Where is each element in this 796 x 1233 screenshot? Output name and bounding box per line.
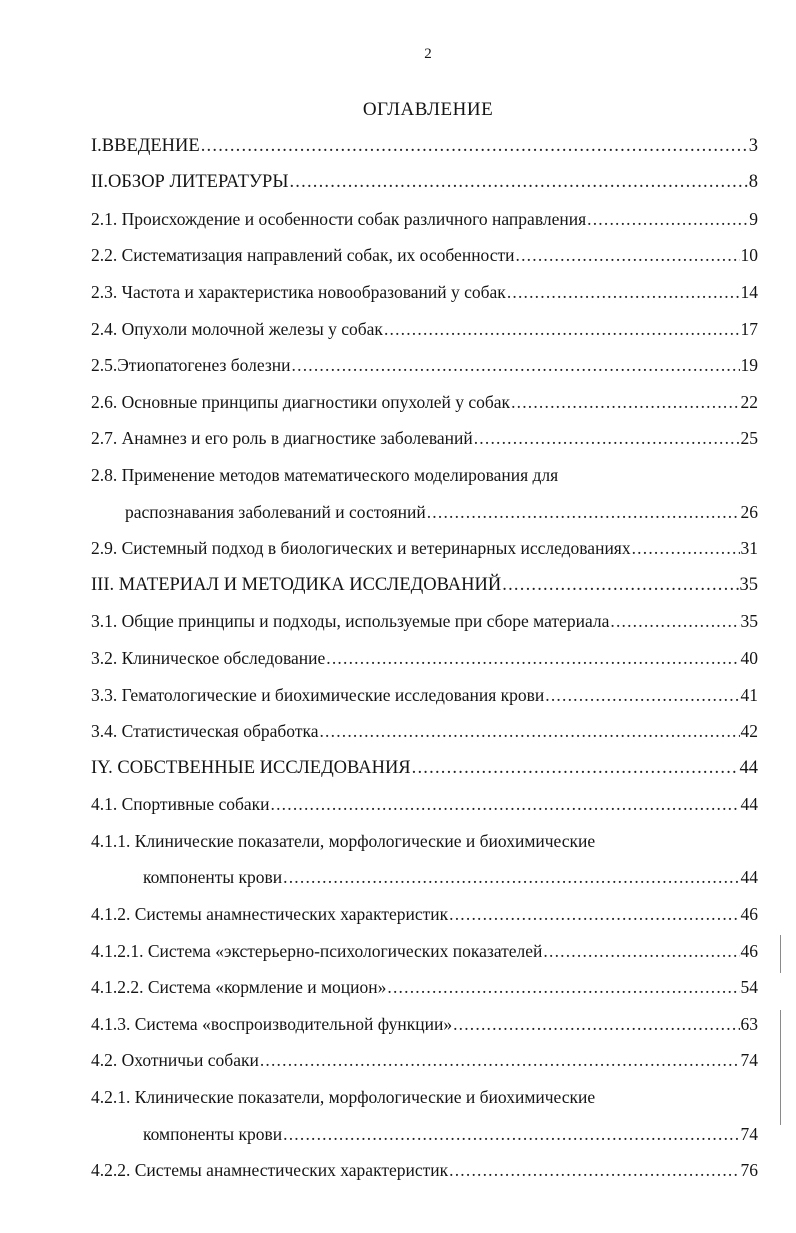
dot-leader (587, 208, 748, 230)
table-of-contents (91, 120, 758, 1181)
toc-entry-label: 4.2.2. Системы анамнестических характеристик (91, 1160, 449, 1181)
toc-entry-label: 4.2.1. Клинические показатели, морфологические и биохимические (91, 1087, 596, 1108)
toc-entry-3-4[interactable] (91, 706, 758, 743)
toc-entry-page: 44 (740, 867, 758, 888)
dot-leader (271, 793, 740, 815)
toc-entry-4-2-2[interactable] (91, 1145, 758, 1182)
toc-entry-2-9[interactable] (91, 523, 758, 560)
dot-leader (283, 866, 739, 888)
toc-entry-materials-methods[interactable] (91, 559, 758, 596)
toc-entry-4-2[interactable] (91, 1035, 758, 1072)
toc-entry-4-1-2-2[interactable] (91, 962, 758, 999)
toc-entry-4-1[interactable] (91, 779, 758, 816)
toc-entry-page: 54 (740, 977, 758, 998)
toc-entry-label: II.ОБЗОР ЛИТЕРАТУРЫ (91, 172, 289, 193)
dot-leader (201, 135, 748, 157)
dot-leader (319, 720, 739, 742)
dot-leader (412, 757, 739, 779)
toc-entry-label: I.ВВЕДЕНИЕ (91, 135, 200, 156)
toc-entry-page: 74 (740, 1123, 758, 1144)
toc-entry-page: 46 (740, 940, 758, 961)
toc-entry-label: 4.1.2.2. Система «кормление и моцион» (91, 977, 387, 998)
toc-entry-3-3[interactable] (91, 669, 758, 706)
toc-entry-2-4[interactable] (91, 303, 758, 340)
toc-entry-label: компоненты крови (143, 867, 283, 888)
toc-entry-label: 2.6. Основные принципы диагностики опухолей у собак (91, 391, 511, 412)
toc-entry-label: распознавания заболеваний и состояний (125, 501, 426, 522)
toc-entry-page: 10 (740, 245, 758, 266)
toc-entry-3-2[interactable] (91, 632, 758, 669)
toc-entry-label: 2.9. Системный подход в биологических и ветеринарных исследованиях (91, 538, 631, 559)
toc-title: ОГЛАВЛЕНИЕ (362, 99, 494, 120)
dot-leader (474, 427, 740, 449)
toc-entry-label: 3.2. Клиническое обследование (91, 647, 326, 668)
toc-entry-label: 3.1. Общие принципы и подходы, используемые при сборе материала (91, 611, 610, 632)
toc-entry-2-3[interactable] (91, 266, 758, 303)
toc-entry-page: 40 (740, 647, 758, 668)
dot-leader (610, 610, 739, 632)
toc-entry-4-1-3[interactable] (91, 998, 758, 1035)
toc-entry-label: 3.4. Статистическая обработка (91, 721, 319, 742)
toc-entry-2-5[interactable] (91, 340, 758, 377)
toc-entry-label: 2.5.Этиопатогенез болезни (91, 355, 291, 376)
toc-entry-2-8-continued[interactable] (91, 486, 758, 523)
toc-entry-label: 4.2. Охотничьи собаки (91, 1050, 259, 1071)
dot-leader (545, 684, 739, 706)
toc-entry-page: 44 (739, 757, 758, 778)
toc-entry-page: 74 (740, 1050, 758, 1071)
toc-entry-label: 4.1.3. Система «воспроизводительной функции» (91, 1013, 453, 1034)
toc-entry-label: 4.1. Спортивные собаки (91, 794, 270, 815)
toc-entry-label: компоненты крови (143, 1123, 283, 1144)
toc-entry-label: 2.3. Частота и характеристика новообразований у собак (91, 281, 506, 302)
dot-leader (449, 903, 739, 925)
toc-entry-label: 3.3. Гематологические и биохимические исследования крови (91, 684, 545, 705)
scan-margin-mark (780, 1010, 781, 1125)
toc-entry-label: 4.1.2. Системы анамнестических характеристик (91, 904, 449, 925)
toc-entry-page: 9 (749, 208, 758, 229)
dot-leader (516, 244, 740, 266)
toc-entry-label: 4.1.1. Клинические показатели, морфологические и биохимические (91, 830, 596, 851)
toc-entry-page: 35 (740, 611, 758, 632)
dot-leader (387, 976, 739, 998)
toc-entry-label: 2.8. Применение методов математического моделирования для (91, 464, 559, 485)
toc-entry-page: 19 (740, 355, 758, 376)
toc-entry-page: 22 (740, 391, 758, 412)
toc-entry-page: 17 (740, 318, 758, 339)
toc-entry-label: 2.2. Систематизация направлений собак, их особенности (91, 245, 515, 266)
dot-leader (502, 574, 738, 596)
toc-entry-label: 4.1.2.1. Система «экстерьерно-психологических показателей (91, 940, 543, 961)
toc-entry-page: 76 (740, 1160, 758, 1181)
dot-leader (260, 1049, 740, 1071)
toc-entry-own-research[interactable] (91, 742, 758, 779)
toc-entry-page: 46 (740, 904, 758, 925)
toc-entry-3-1[interactable] (91, 596, 758, 633)
dot-leader (507, 281, 740, 303)
dot-leader (326, 647, 739, 669)
toc-entry-label: 2.7. Анамнез и его роль в диагностике заболеваний (91, 428, 473, 449)
toc-entry-page: 41 (740, 684, 758, 705)
page-number: 2 (424, 46, 432, 62)
dot-leader (543, 940, 739, 962)
toc-entry-4-2-1-continued[interactable] (91, 1108, 758, 1145)
dot-leader (449, 1159, 739, 1181)
dot-leader (453, 1013, 739, 1035)
toc-entry-page: 63 (740, 1013, 758, 1034)
toc-entry-2-7[interactable] (91, 413, 758, 450)
toc-entry-literature-review[interactable] (91, 157, 758, 194)
dot-leader (511, 391, 739, 413)
toc-entry-2-6[interactable] (91, 376, 758, 413)
toc-entry-4-1-2[interactable] (91, 888, 758, 925)
toc-entry-page: 14 (740, 281, 758, 302)
toc-entry-page: 3 (748, 135, 758, 156)
toc-entry-page: 35 (739, 574, 758, 595)
toc-entry-label: 2.1. Происхождение и особенности собак различного направления (91, 208, 587, 229)
toc-entry-4-2-1[interactable] (91, 1071, 758, 1108)
toc-entry-page: 25 (740, 428, 758, 449)
dot-leader (289, 171, 747, 193)
toc-entry-4-1-2-1[interactable] (91, 925, 758, 962)
toc-entry-label: IY. СОБСТВЕННЫЕ ИССЛЕДОВАНИЯ (91, 757, 411, 778)
toc-entry-page: 42 (740, 721, 758, 742)
toc-entry-2-1[interactable] (91, 193, 758, 230)
dot-leader (632, 537, 740, 559)
dot-leader (427, 501, 740, 523)
toc-entry-4-1-1[interactable] (91, 815, 758, 852)
toc-entry-page: 8 (748, 172, 758, 193)
toc-entry-page: 26 (740, 501, 758, 522)
toc-entry-page: 44 (740, 794, 758, 815)
dot-leader (283, 1123, 739, 1145)
toc-entry-label: 2.4. Опухоли молочной железы у собак (91, 318, 383, 339)
toc-entry-2-8[interactable] (91, 449, 758, 486)
toc-entry-introduction[interactable] (91, 120, 758, 157)
toc-entry-4-1-1-continued[interactable] (91, 852, 758, 889)
toc-entry-2-2[interactable] (91, 230, 758, 267)
toc-entry-page: 31 (740, 538, 758, 559)
scan-margin-mark (780, 935, 781, 973)
dot-leader (384, 318, 740, 340)
toc-entry-label: III. МАТЕРИАЛ И МЕТОДИКА ИССЛЕДОВАНИЙ (91, 574, 502, 595)
dot-leader (292, 354, 740, 376)
